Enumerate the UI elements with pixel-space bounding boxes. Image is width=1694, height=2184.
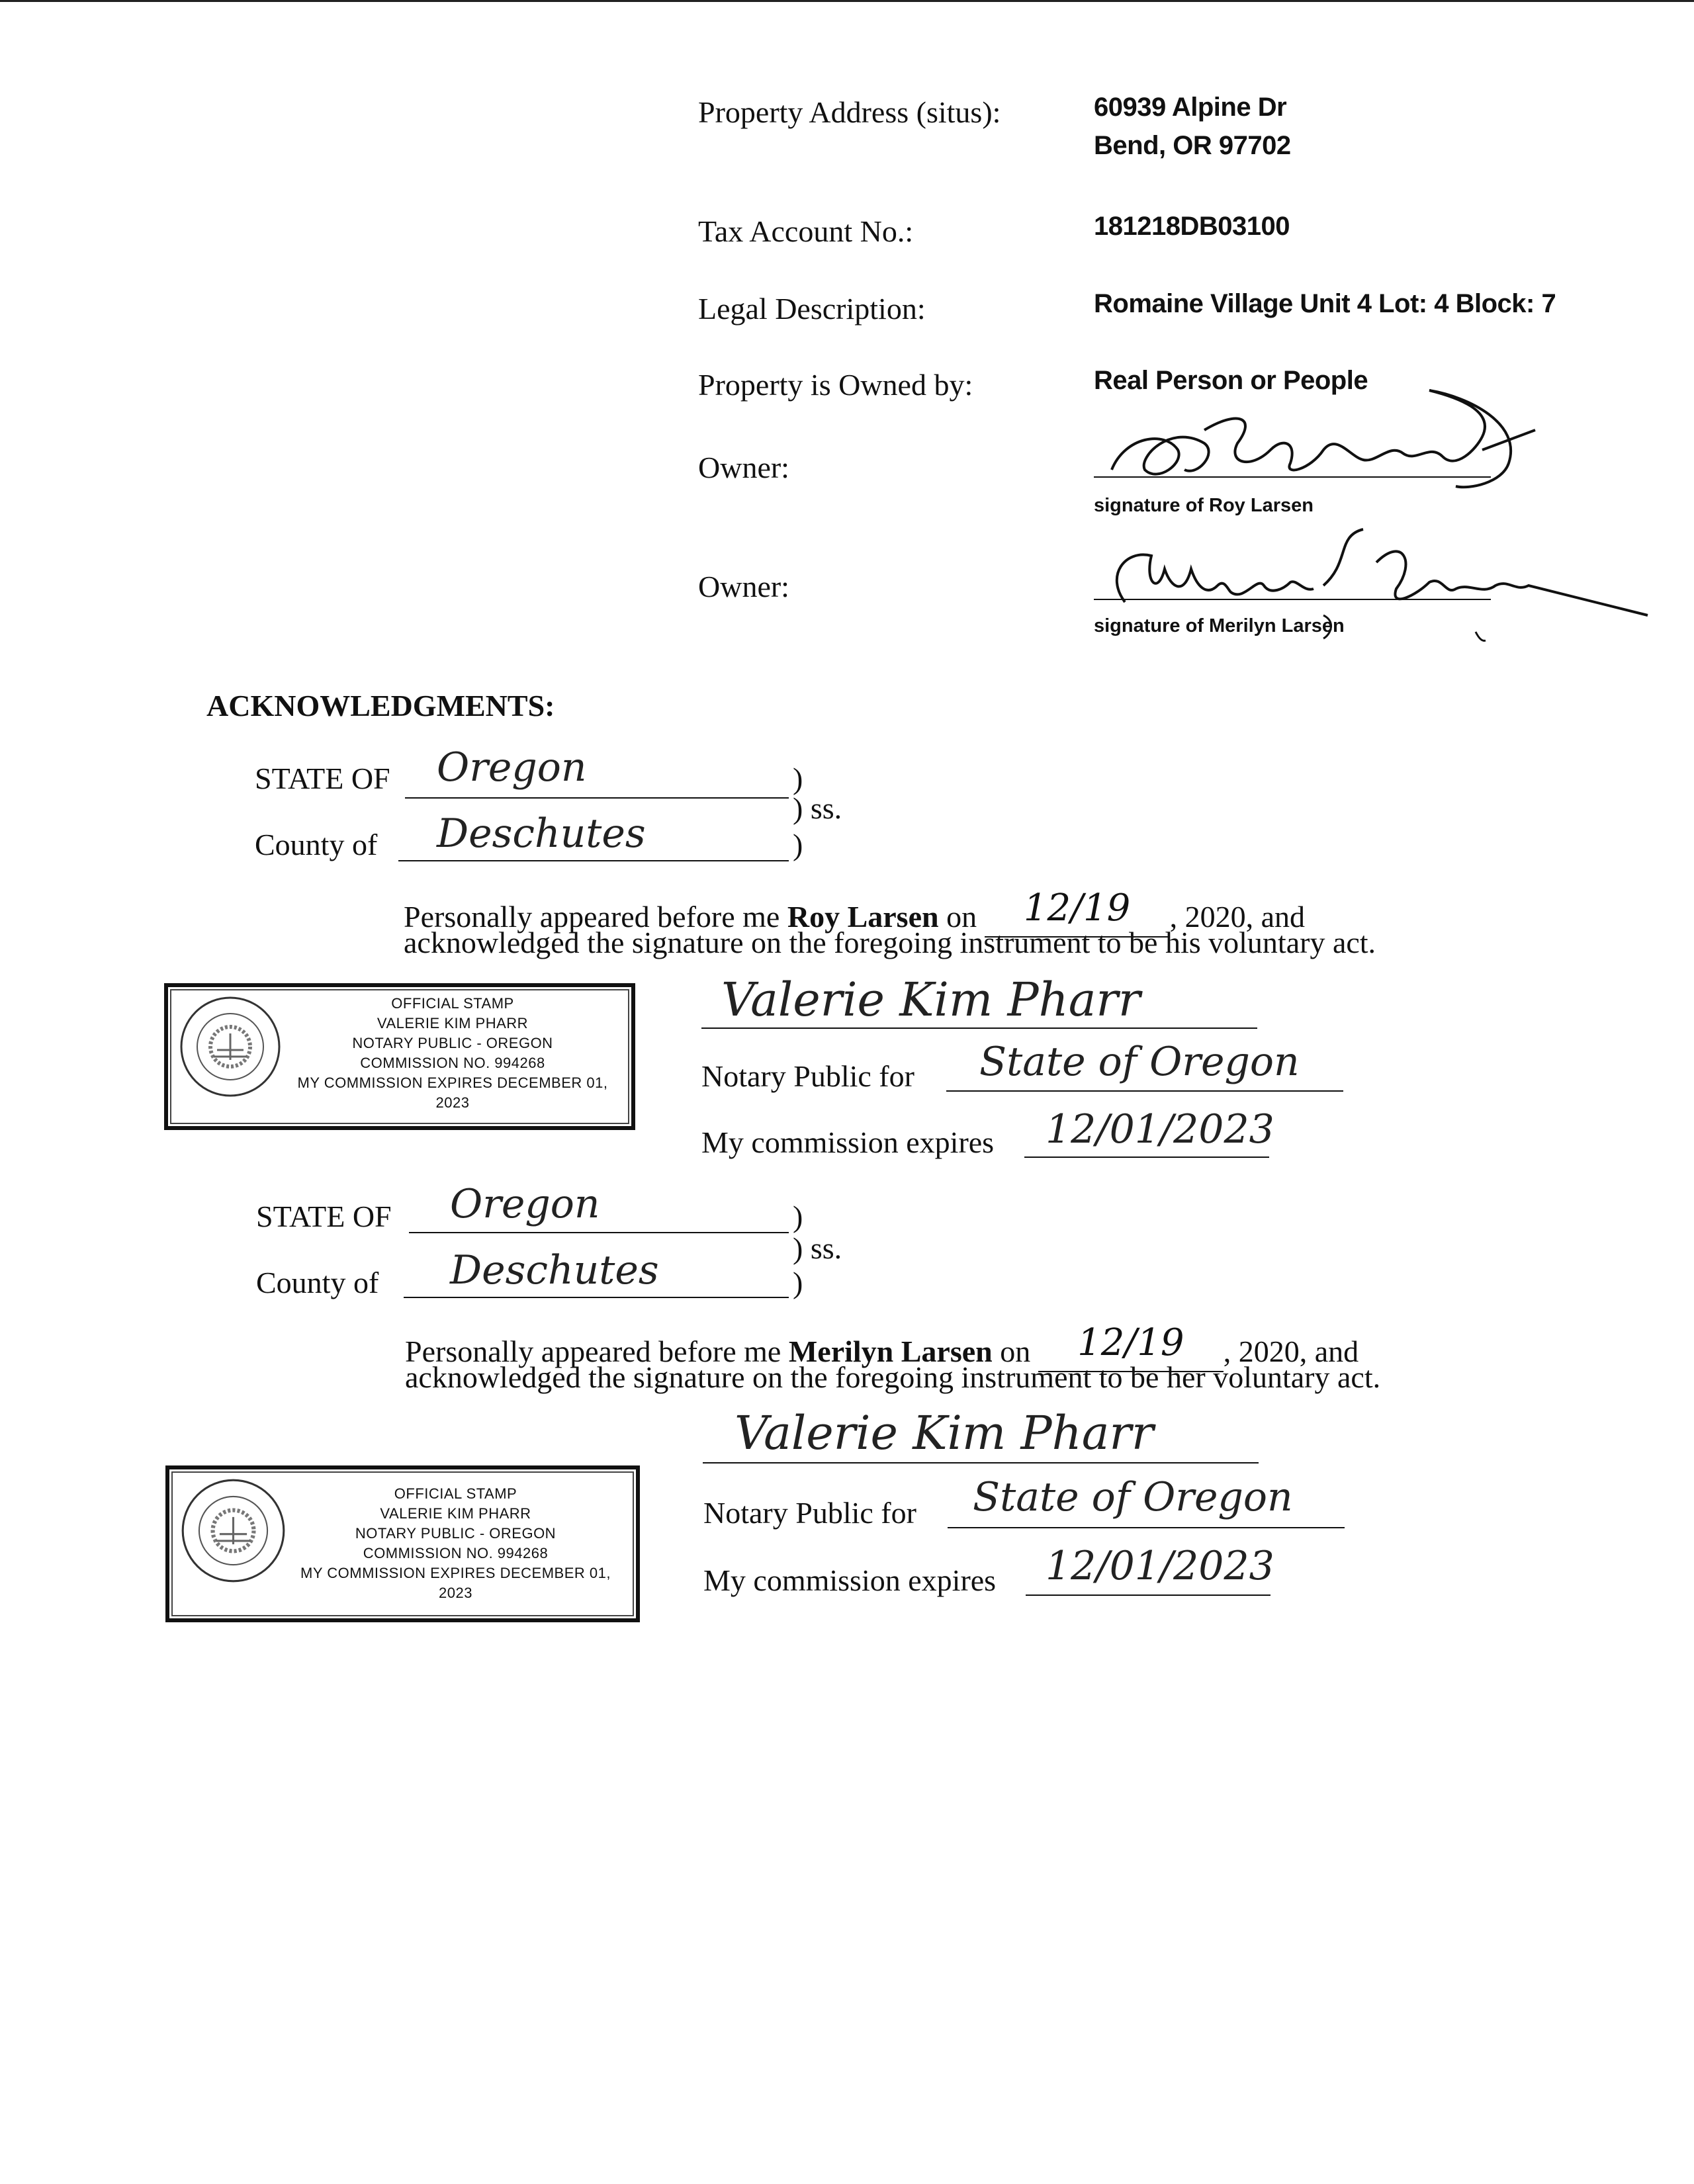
oregon-seal-icon [179, 1476, 288, 1585]
person-1: Roy Larsen [787, 900, 939, 934]
owner2-signature-line [1094, 599, 1491, 600]
tax-value: 181218DB03100 [1094, 212, 1290, 241]
county-line-2 [404, 1297, 789, 1298]
date-2: 12/19 [1077, 1321, 1184, 1364]
appeared-line-1: Personally appeared before me Roy Larsen on 12/19 , 2020, and [404, 893, 1305, 938]
address-line1: 60939 Alpine Dr [1094, 93, 1287, 122]
expires-label-1: My commission expires [701, 1125, 995, 1159]
notary-for-line-2 [948, 1527, 1345, 1528]
state-label-1: STATE OF [255, 762, 390, 795]
address-label: Property Address (situs): [698, 95, 1001, 129]
notary-for-line-1 [946, 1090, 1343, 1092]
legal-value: Romaine Village Unit 4 Lot: 4 Block: 7 [1094, 289, 1556, 318]
owner2-caption: signature of Merilyn Larsen [1094, 615, 1345, 636]
notary-label-2: Notary Public for [703, 1496, 916, 1530]
expires-line-1 [1024, 1157, 1269, 1158]
county-value-2: Deschutes [450, 1247, 659, 1293]
owned-value: Real Person or People [1094, 366, 1368, 395]
paren-2b: ) [793, 1266, 803, 1299]
paren-1b: ) [793, 828, 803, 861]
expires-line-2 [1026, 1594, 1270, 1596]
top-border [0, 0, 1694, 2]
ss-2: ) ss. [793, 1231, 842, 1265]
person-2: Merilyn Larsen [788, 1334, 993, 1368]
acknowledged-line-1: acknowledged the signature on the foregoing instrument to be his voluntary act. [404, 926, 1376, 959]
state-value-1: Oregon [437, 744, 587, 791]
oregon-seal-icon [177, 994, 283, 1100]
paren-1a: ) [793, 762, 803, 795]
notary-stamp-1: OFFICIAL STAMP VALERIE KIM PHARR NOTARY PUBLIC - OREGON COMMISSION NO. 994268 MY COMMISSION EXPIRES DECEMBER 01, 2023 [164, 983, 635, 1130]
ss-1: ) ss. [793, 791, 842, 825]
county-line-1 [398, 860, 789, 861]
county-label-1: County of [255, 828, 378, 861]
state-value-2: Oregon [450, 1181, 600, 1227]
notary-for-2: State of Oregon [973, 1474, 1293, 1520]
tax-label: Tax Account No.: [698, 214, 914, 248]
date-1: 12/19 [1023, 887, 1131, 930]
state-label-2: STATE OF [256, 1200, 392, 1233]
owned-label: Property is Owned by: [698, 368, 973, 402]
state-line-1 [405, 797, 789, 799]
acknowledgments-title: ACKNOWLEDGMENTS: [206, 689, 555, 722]
notary-signature-1: Valerie Kim Pharr [721, 973, 1141, 1027]
county-value-1: Deschutes [437, 810, 646, 857]
notary-label-1: Notary Public for [701, 1059, 914, 1093]
owner1-label: Owner: [698, 451, 789, 484]
expires-value-1: 12/01/2023 [1046, 1106, 1274, 1153]
owner1-signature-line [1094, 476, 1491, 478]
legal-label: Legal Description: [698, 292, 926, 326]
notary-signature-2: Valerie Kim Pharr [735, 1406, 1154, 1460]
notary-sig-line-2 [703, 1462, 1259, 1463]
state-line-2 [409, 1232, 789, 1233]
county-label-2: County of [256, 1266, 379, 1299]
expires-value-2: 12/01/2023 [1046, 1543, 1274, 1589]
appeared-line-2: Personally appeared before me Merilyn Larsen on 12/19 , 2020, and [405, 1328, 1359, 1372]
address-line2: Bend, OR 97702 [1094, 131, 1291, 160]
acknowledged-line-2: acknowledged the signature on the foregoing instrument to be her voluntary act. [405, 1360, 1381, 1394]
owner1-caption: signature of Roy Larsen [1094, 495, 1314, 516]
expires-label-2: My commission expires [703, 1563, 997, 1597]
notary-stamp-2: OFFICIAL STAMP VALERIE KIM PHARR NOTARY PUBLIC - OREGON COMMISSION NO. 994268 MY COMMISSION EXPIRES DECEMBER 01, 2023 [165, 1465, 640, 1622]
notary-for-1: State of Oregon [979, 1039, 1300, 1085]
owner2-label: Owner: [698, 570, 789, 603]
notary-sig-line-1 [701, 1027, 1257, 1029]
paren-2a: ) [793, 1200, 803, 1233]
